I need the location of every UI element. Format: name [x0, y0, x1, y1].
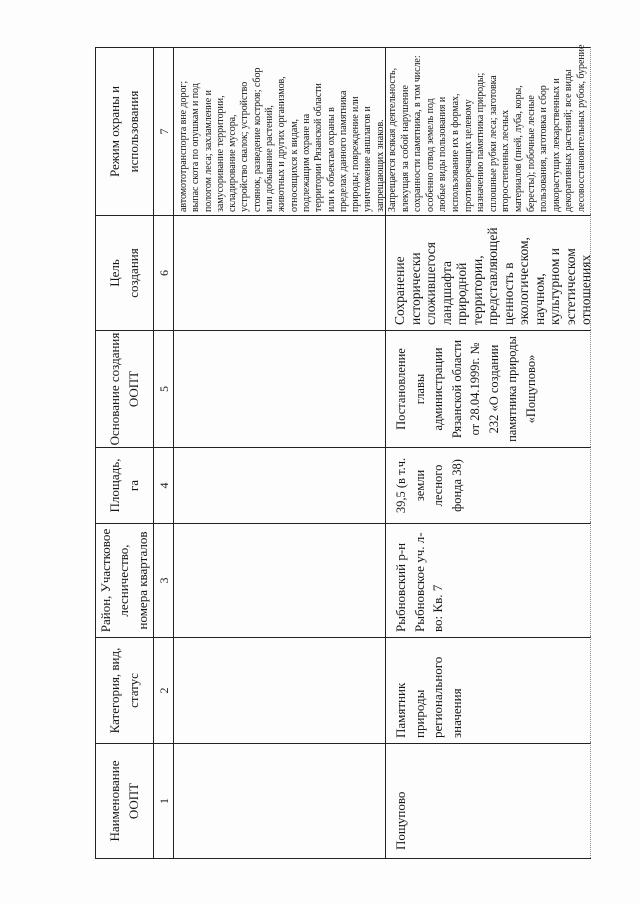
column-number: 4 — [154, 447, 174, 523]
row-location-cell: Рыбновский р-н Рыбновское уч. л- во: Кв. 7 — [386, 523, 591, 637]
empty-cell — [174, 330, 386, 447]
row-purpose-cell: Сохранение исторически сложившегося ландшафта природной территории, представляющей ценность в экологическом, научном, культурном и эстетическом отношениях — [386, 215, 591, 330]
protected-areas-table — [95, 44, 593, 859]
header-area: Площадь, га — [96, 447, 154, 523]
column-number: 3 — [154, 523, 174, 637]
empty-cell — [174, 523, 386, 637]
column-number: 1 — [154, 743, 174, 858]
header-basis: Основание создания ООПТ — [96, 330, 154, 447]
row-name-cell: Пощупово — [386, 743, 591, 858]
header-name: Наименование ООПТ — [96, 743, 154, 858]
header-category: Категория, вид, статус — [96, 637, 154, 743]
row-area-cell: 39,5 (в т.ч. земли лесного фонда 38) — [386, 447, 591, 523]
continued-regime-cell: автомототранспорта вне дорог; выпас скота по опушкам и под пологом леса; захламление и замусоривание территории, складирование мусора, устройство свалок; устройство стоянок, разведение костров; сбор или добывание растений, животных и других организмов, относящихся к видам, подлежащим охране на территории Рязанской области или к объектам охраны в пределах данного памятника природы; повреждение или уничтожение аншлагов и запрещающих знаков. — [174, 47, 386, 215]
column-number: 6 — [154, 215, 174, 330]
column-number: 5 — [154, 330, 174, 447]
header-purpose: Цель создания — [96, 215, 154, 330]
header-location: Район, Участковое лесничество, номера кварталов — [96, 523, 154, 637]
column-number: 7 — [154, 47, 174, 215]
row-regime-cell: Запрещается всякая деятельность, влекущая за собой нарушение сохранности памятника, в том числе: особенно отвод земель под любые виды пользования и использование их в формах, противоречащих целевому назначению памятника природы; сплошные рубки леса; заготовка второстепенных лесных материалов (пней, луба, коры, бересты); побочные лесные пользования, заготовка и сбор дикорастущих лекарственных и декоративных растений; все виды лесовосстановительных рубок, бурение — [386, 47, 591, 215]
empty-cell — [174, 743, 386, 858]
row-category-cell: Памятник природы регионального значения — [386, 637, 591, 743]
empty-cell — [174, 637, 386, 743]
column-number: 2 — [154, 637, 174, 743]
empty-cell — [174, 215, 386, 330]
header-regime: Режим охраны и использования — [96, 47, 154, 215]
row-basis-cell: Постановление главы администрации Рязанской области от 28.04.1999г. № 232 «О создании памятника природы «Пощупово» — [386, 330, 591, 447]
empty-cell — [174, 447, 386, 523]
